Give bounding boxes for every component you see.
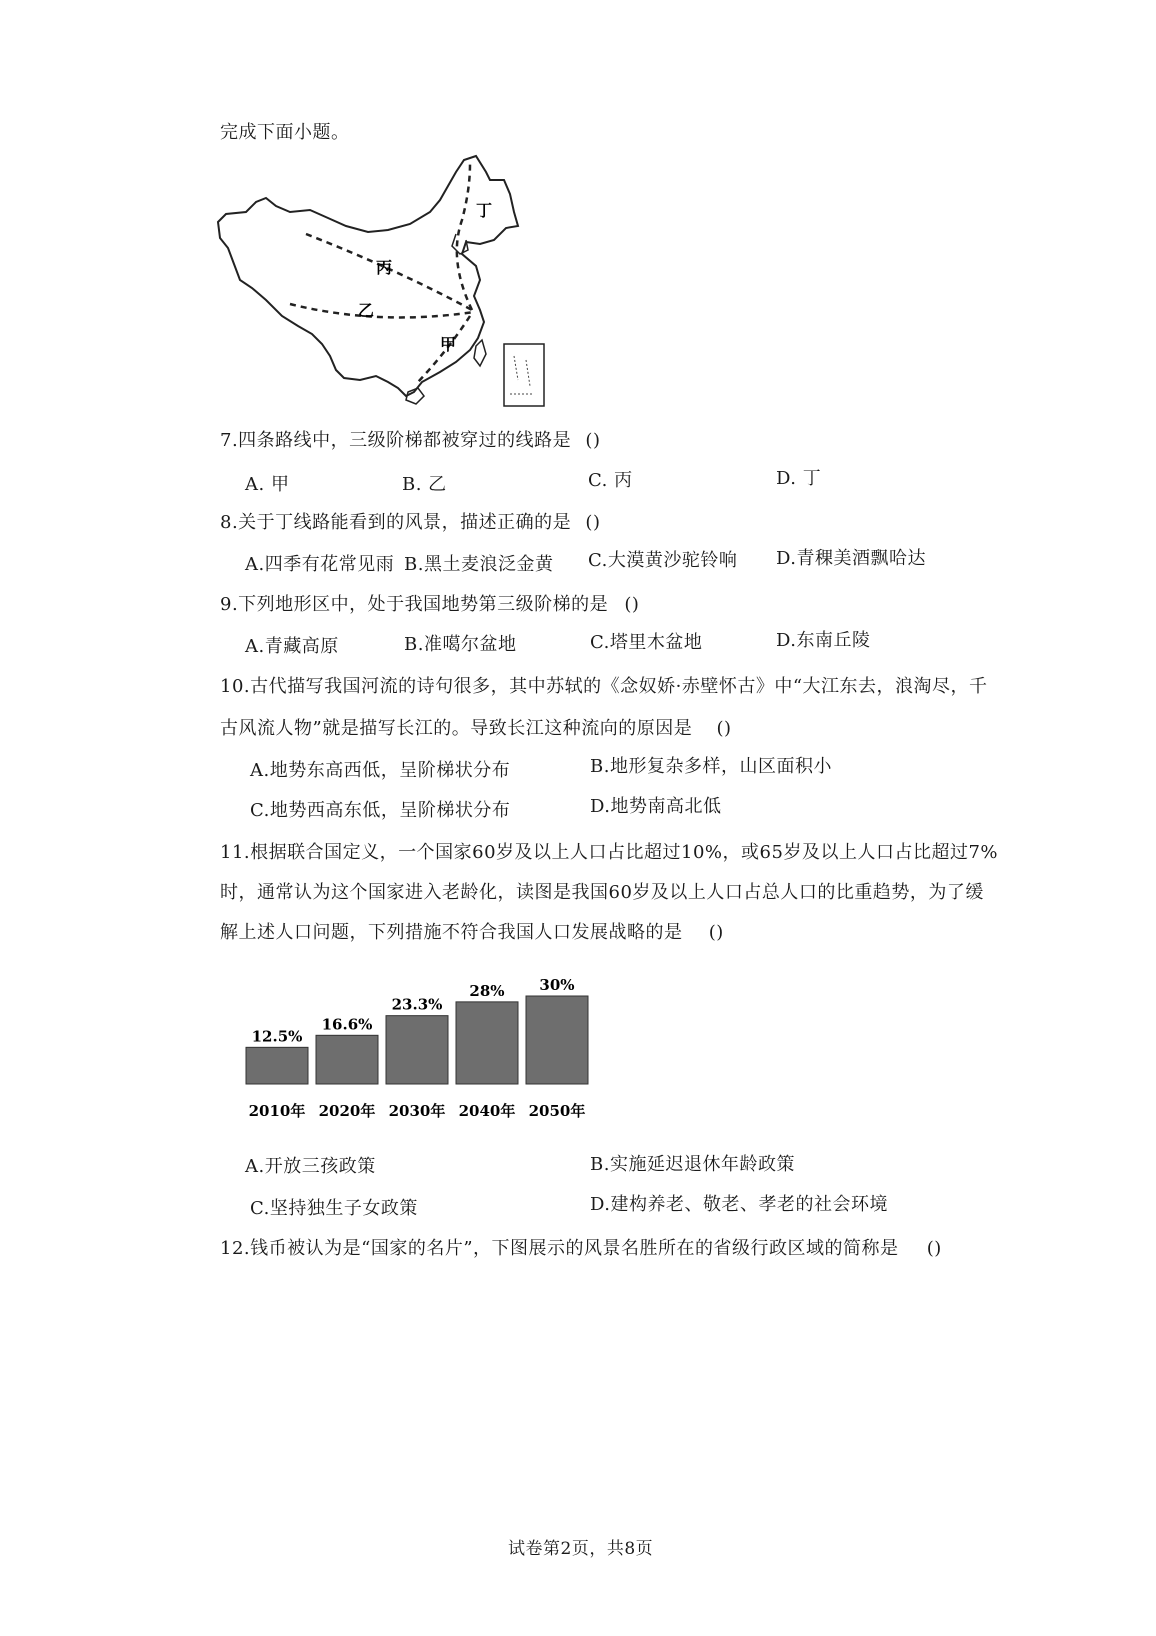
question-7-option-c: C. 丙 — [588, 470, 633, 491]
question-10-text: 古风流人物”就是描写长江的。导致长江这种流向的原因是 — [220, 718, 693, 739]
china-outline — [218, 156, 518, 396]
question-8-blank: () — [585, 512, 601, 533]
category-label-2040年: 2040年 — [458, 1102, 516, 1120]
bar-2020年 — [316, 1035, 378, 1084]
question-8-option-b: B.黑土麦浪泛金黄 — [404, 554, 554, 575]
route-label-bing: 丙 — [376, 258, 393, 277]
route-label-jia: 甲 — [440, 335, 457, 354]
route-label-yi: 乙 — [358, 301, 375, 320]
question-11-text: 解上述人口问题，下列措施不符合我国人口发展战略的是 — [220, 922, 683, 943]
question-9-option-c: C.塔里木盆地 — [590, 632, 703, 653]
question-7-option-b: B. 乙 — [402, 474, 447, 495]
question-12-blank: () — [926, 1238, 942, 1259]
route-label-ding: 丁 — [476, 201, 493, 220]
question-10-option-c: C.地势西高东低，呈阶梯状分布 — [250, 800, 511, 821]
bar-2050年 — [526, 996, 588, 1084]
question-12-stem — [220, 1240, 942, 1258]
question-7-option-d: D. 丁 — [776, 468, 822, 489]
aging-population-chart — [238, 976, 598, 1125]
question-10-option-b: B.地形复杂多样，山区面积小 — [590, 756, 832, 777]
south-china-sea-inset — [504, 344, 544, 406]
intro-text: 完成下面小题。 — [220, 122, 350, 143]
inset-islands — [510, 356, 534, 394]
question-9-option-b: B.准噶尔盆地 — [404, 634, 517, 655]
question-11-option-a: A.开放三孩政策 — [245, 1156, 376, 1177]
question-11-option-d: D.建构养老、敬老、孝老的社会环境 — [590, 1194, 889, 1215]
question-12-text: 12.钱币被认为是“国家的名片”，下图展示的风景名胜所在的省级行政区域的简称是 — [220, 1238, 899, 1259]
category-label-2010年: 2010年 — [248, 1102, 306, 1120]
china-routes-map — [218, 150, 558, 412]
data-label-2010年: 12.5% — [251, 1027, 303, 1046]
question-9-stem — [220, 596, 639, 614]
question-8-option-a: A.四季有花常见雨 — [245, 554, 395, 575]
route-yi-line — [290, 304, 474, 317]
question-11-blank: () — [708, 922, 724, 943]
question-11-stem-line-3 — [220, 924, 724, 942]
page-footer: 试卷第2页，共8页 — [508, 1539, 654, 1559]
category-label-2050年: 2050年 — [528, 1102, 586, 1120]
taiwan-island — [474, 340, 486, 366]
question-11-option-b: B.实施延迟退休年龄政策 — [590, 1154, 795, 1175]
question-9-option-d: D.东南丘陵 — [776, 630, 871, 651]
question-11-stem-line-1: 11.根据联合国定义，一个国家60岁及以上人口占比超过10%，或65岁及以上人口占比超过7% — [220, 842, 998, 863]
question-8-option-d: D.青稞美酒飘哈达 — [776, 548, 927, 569]
question-9-text: 9.下列地形区中，处于我国地势第三级阶梯的是 — [220, 594, 609, 615]
question-11-option-c: C.坚持独生子女政策 — [250, 1198, 418, 1219]
question-7-stem — [220, 432, 600, 450]
question-10-blank: () — [716, 718, 732, 739]
bar-2030年 — [386, 1016, 448, 1084]
question-11-stem-line-2: 时，通常认为这个国家进入老龄化，读图是我国60岁及以上人口占总人口的比重趋势，为了缓 — [220, 882, 984, 903]
category-label-2030年: 2030年 — [388, 1102, 446, 1120]
data-label-2050年: 30% — [539, 976, 575, 994]
question-10-option-a: A.地势东高西低，呈阶梯状分布 — [250, 760, 511, 781]
question-7-text: 7.四条路线中，三级阶梯都被穿过的线路是 — [220, 430, 572, 451]
question-8-stem — [220, 514, 600, 532]
question-10-stem-line-1: 10.古代描写我国河流的诗句很多，其中苏轼的《念奴娇·赤壁怀古》中“大江东去，浪淘尽，千 — [220, 676, 988, 697]
question-8-text: 8.关于丁线路能看到的风景，描述正确的是 — [220, 512, 572, 533]
data-label-2020年: 16.6% — [321, 1015, 373, 1034]
route-ding-line — [457, 164, 472, 310]
question-10-stem-line-2 — [220, 720, 731, 738]
question-7-blank: () — [585, 430, 601, 451]
question-9-blank: () — [624, 594, 640, 615]
question-8-option-c: C.大漠黄沙驼铃响 — [588, 550, 738, 571]
question-7-option-a: A. 甲 — [245, 474, 290, 495]
question-10-option-d: D.地势南高北低 — [590, 796, 722, 817]
question-9-option-a: A.青藏高原 — [245, 636, 339, 657]
bar-2040年 — [456, 1002, 518, 1084]
category-label-2020年: 2020年 — [318, 1102, 376, 1120]
data-label-2040年: 28% — [469, 981, 505, 1000]
data-label-2030年: 23.3% — [391, 995, 443, 1014]
bar-2010年 — [246, 1047, 308, 1084]
